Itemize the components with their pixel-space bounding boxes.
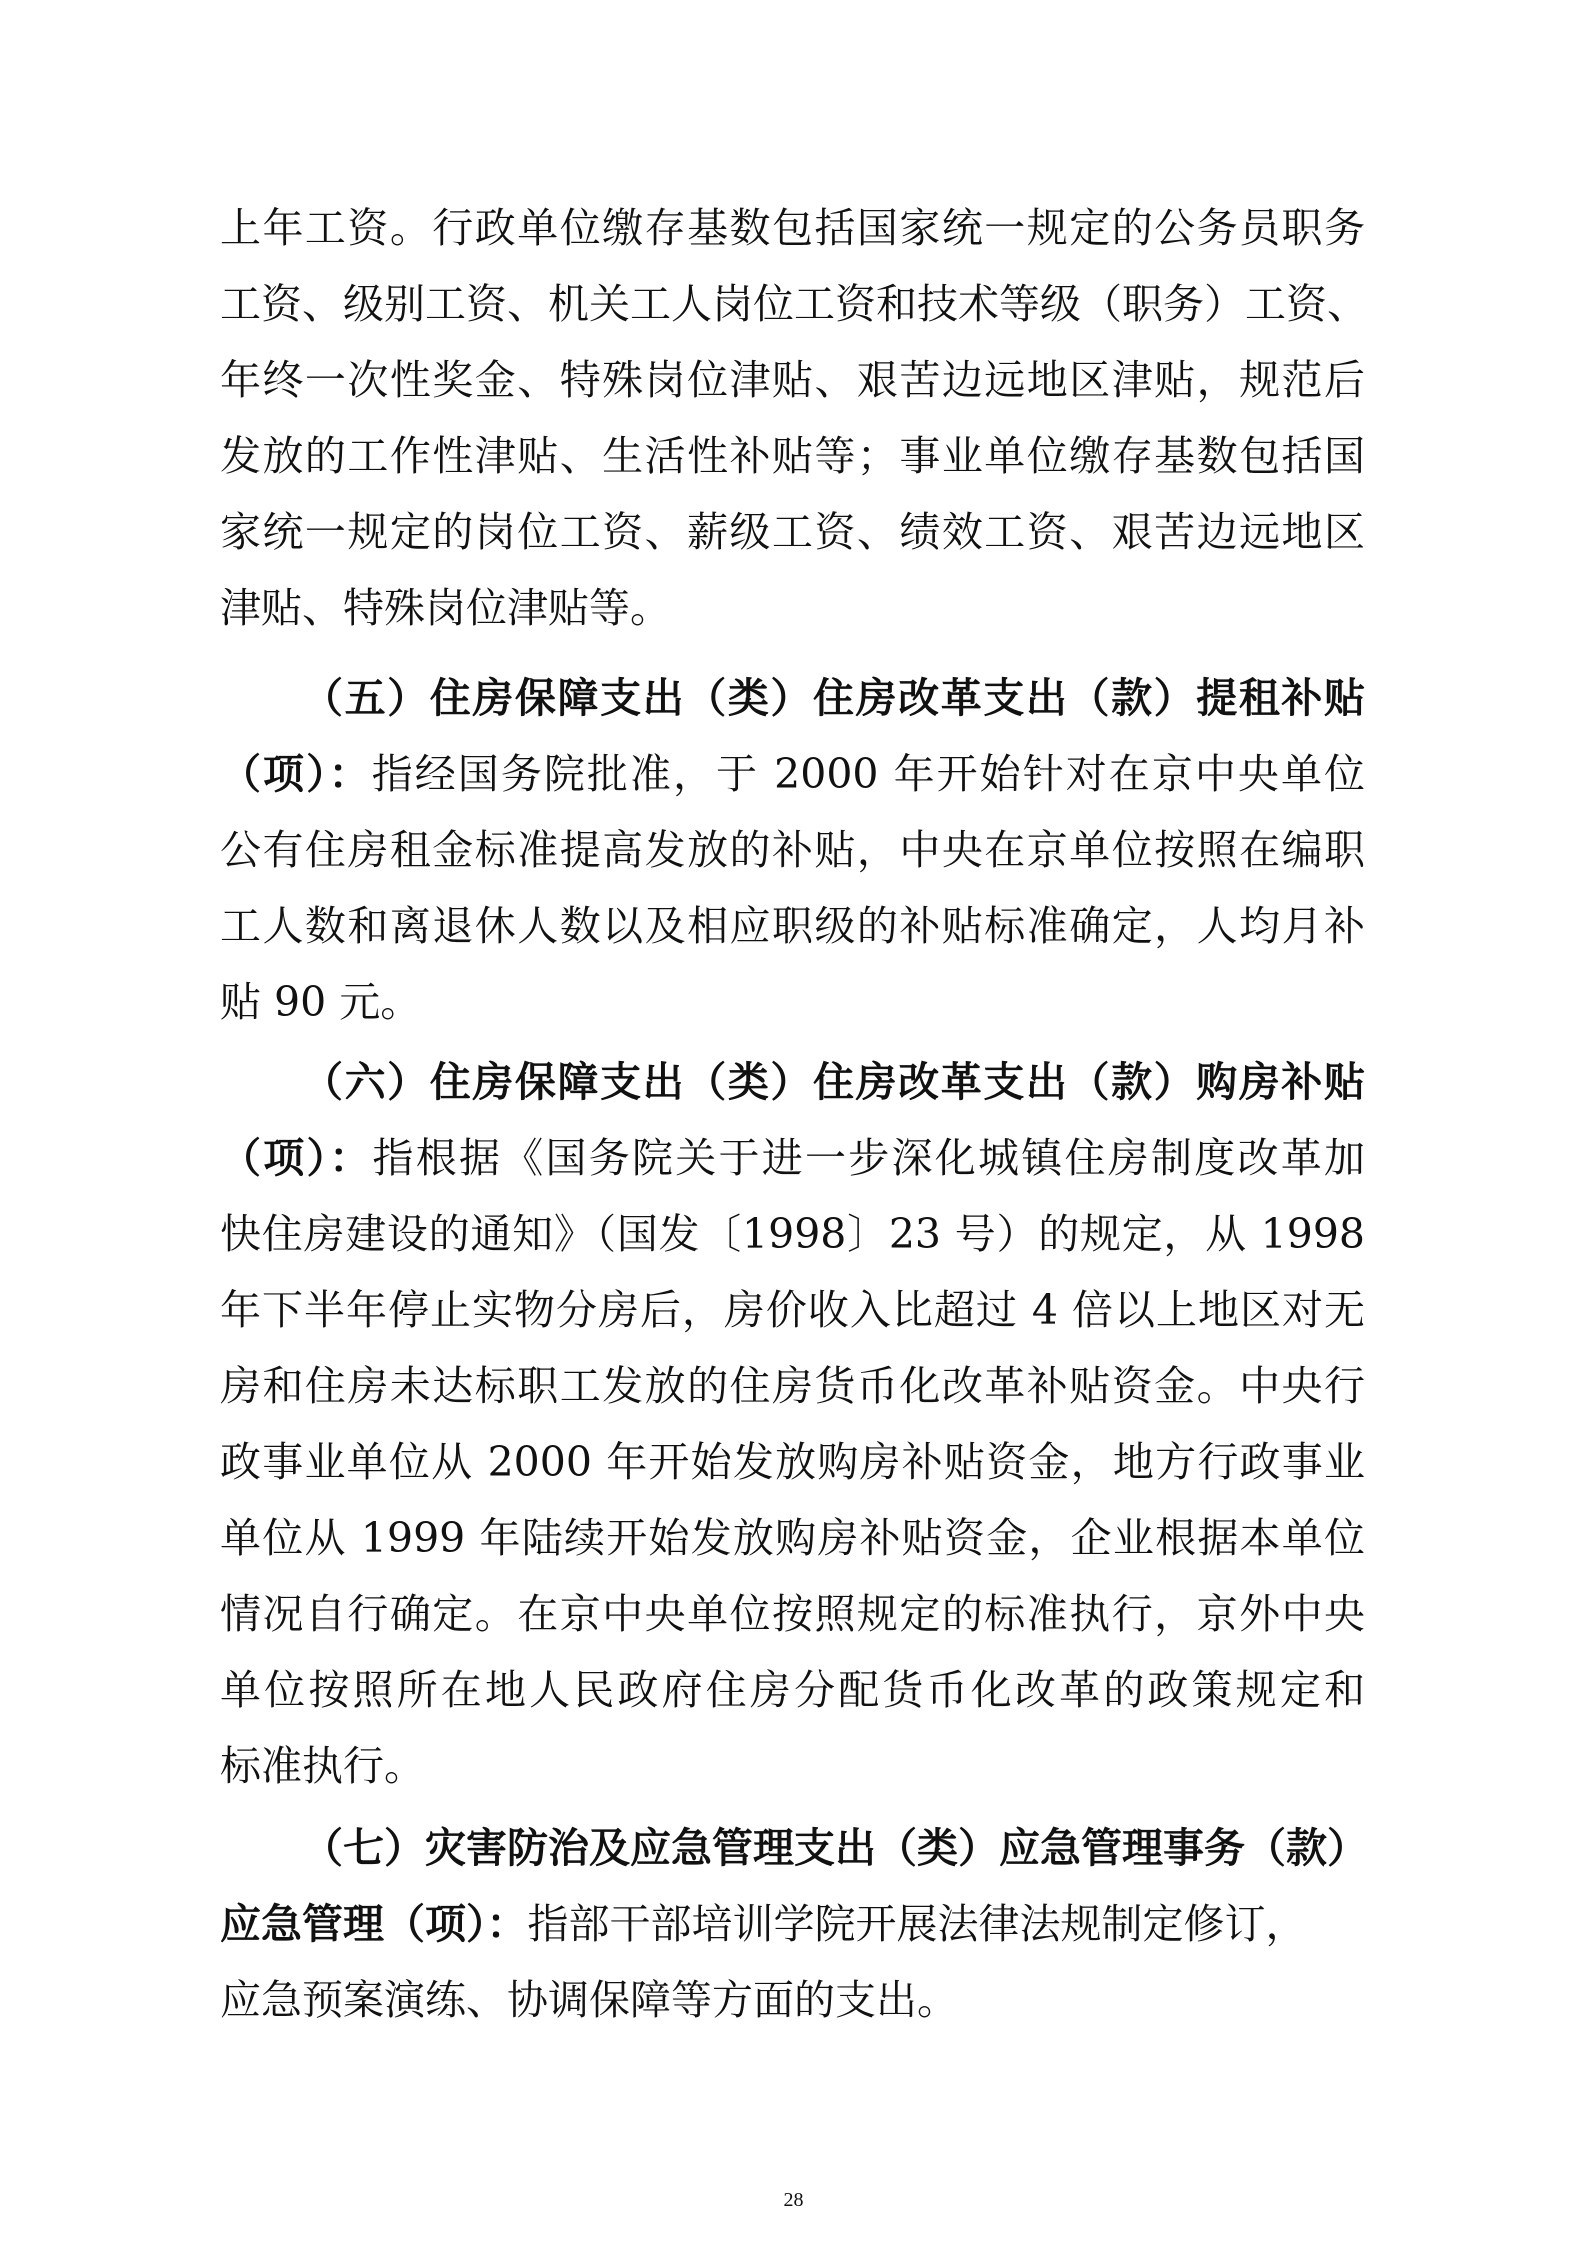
paragraph-line: 单位从 1999 年陆续开始发放购房补贴资金，企业根据本单位 bbox=[220, 1514, 1365, 1562]
paragraph-line: 快住房建设的通知》（国发〔1998〕23 号）的规定，从 1998 bbox=[220, 1210, 1365, 1258]
paragraph-line: 工资、级别工资、机关工人岗位工资和技术等级（职务）工资、 bbox=[220, 280, 1368, 328]
section-heading: （七）灾害防治及应急管理支出（类）应急管理事务（款） bbox=[302, 1824, 1368, 1872]
paragraph-line bbox=[220, 1886, 1307, 1962]
paragraph-text: 指根据《国务院关于进一步深化城镇住房制度改革加 bbox=[372, 1134, 1365, 1182]
section-heading: （六）住房保障支出（类）住房改革支出（款）购房补贴 bbox=[302, 1058, 1365, 1106]
section-heading-continuation: （项）： bbox=[220, 750, 372, 798]
paragraph-line: 工人数和离退休人数以及相应职级的补贴标准确定，人均月补 bbox=[220, 902, 1365, 950]
paragraph-line bbox=[220, 1120, 1365, 1196]
paragraph-text: 指经国务院批准，于 2000 年开始针对在京中央单位 bbox=[371, 750, 1366, 798]
paragraph-line: 公有住房租金标准提高发放的补贴，中央在京单位按照在编职 bbox=[220, 826, 1365, 874]
section-heading-continuation: （项）： bbox=[220, 1134, 373, 1182]
paragraph-line: 年下半年停止实物分房后，房价收入比超过 4 倍以上地区对无 bbox=[220, 1286, 1365, 1334]
section-heading: （五）住房保障支出（类）住房改革支出（款）提租补贴 bbox=[302, 674, 1365, 722]
paragraph-line bbox=[220, 736, 1365, 812]
paragraph-line: 房和住房未达标职工发放的住房货币化改革补贴资金。中央行 bbox=[220, 1362, 1365, 1410]
paragraph-line: 年终一次性奖金、特殊岗位津贴、艰苦边远地区津贴，规范后 bbox=[220, 356, 1365, 404]
paragraph-line: 政事业单位从 2000 年开始发放购房补贴资金，地方行政事业 bbox=[220, 1438, 1365, 1486]
paragraph-line: 情况自行确定。在京中央单位按照规定的标准执行，京外中央 bbox=[220, 1590, 1365, 1638]
paragraph-line: 标准执行。 bbox=[220, 1742, 425, 1790]
paragraph-line: 津贴、特殊岗位津贴等。 bbox=[220, 584, 671, 632]
paragraph-line: 上年工资。行政单位缴存基数包括国家统一规定的公务员职务 bbox=[220, 204, 1365, 252]
paragraph-text: 指部干部培训学院开展法律法规制定修订， bbox=[527, 1900, 1307, 1948]
paragraph-line: 单位按照所在地人民政府住房分配货币化改革的政策规定和 bbox=[220, 1666, 1365, 1714]
paragraph-line: 发放的工作性津贴、生活性补贴等；事业单位缴存基数包括国 bbox=[220, 432, 1365, 480]
paragraph-line: 家统一规定的岗位工资、薪级工资、绩效工资、艰苦边远地区 bbox=[220, 508, 1365, 556]
paragraph-line: 应急预案演练、协调保障等方面的支出。 bbox=[220, 1976, 958, 2024]
section-heading-continuation: 应急管理（项）： bbox=[220, 1900, 528, 1948]
paragraph-line: 贴 90 元。 bbox=[220, 978, 422, 1026]
page-number: 28 bbox=[783, 2189, 804, 2211]
